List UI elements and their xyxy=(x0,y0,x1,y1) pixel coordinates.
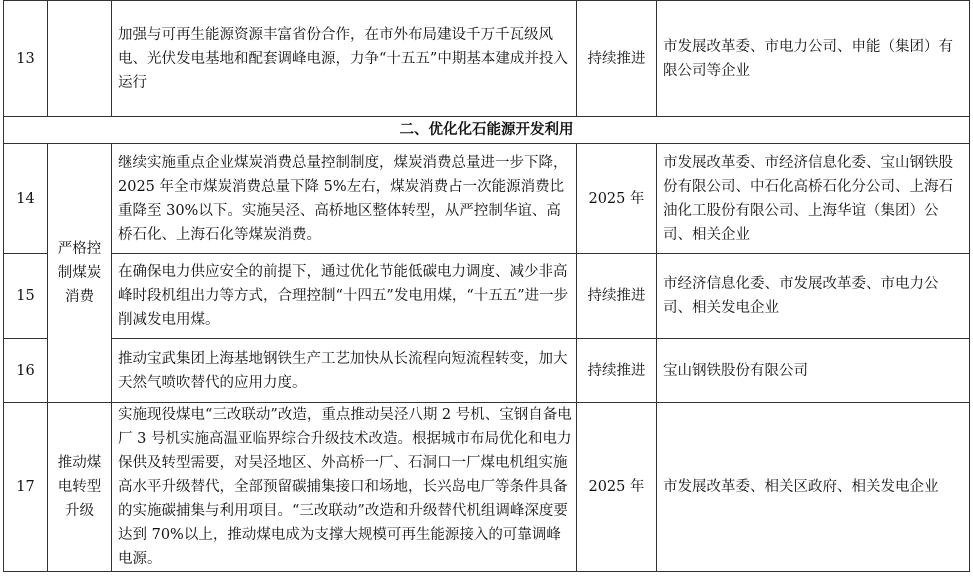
row-timeline: 2025 年 xyxy=(577,403,657,572)
category-cell-empty xyxy=(48,1,112,117)
row-number: 17 xyxy=(4,403,48,572)
table-row xyxy=(4,144,970,254)
row-content: 推动宝武集团上海基地钢铁生产工艺加快从长流程向短流程转变，加大天然气喷吹替代的应用力度。 xyxy=(112,339,577,403)
category-cell xyxy=(48,144,112,403)
row-timeline: 2025 年 xyxy=(577,144,657,254)
row-number: 14 xyxy=(4,144,48,254)
row-number: 15 xyxy=(4,254,48,339)
section-header-row xyxy=(4,117,970,144)
category-label: 推动煤电转型升级 xyxy=(57,455,102,519)
section-title: 二、优化化石能源开发利用 xyxy=(4,117,970,144)
table-row xyxy=(4,1,970,117)
row-responsible: 市发展改革委、相关区政府、相关发电企业 xyxy=(657,403,970,572)
row-content: 实施现役煤电“三改联动”改造，重点推动吴泾八期 2 号机、宝钢自备电厂 3 号机实施高温亚临界综合升级技术改造。根据城市布局优化和电力保供及转型需要，对吴泾地区、外高桥一厂、石洞口一厂煤电机组实施高水平升级替代，全部预留碳捕集接口和场地，长兴岛电厂等条件具备的实施碳捕集与利用项目。“三改联动”改造和升级替代机组调峰深度要达到 70%以上，推动煤电成为支撑大规模可再生能源接入的可靠调峰电源。 xyxy=(112,403,577,572)
row-number: 13 xyxy=(4,1,48,117)
table-row xyxy=(4,254,970,339)
category-label: 严格控制煤炭消费 xyxy=(57,241,102,305)
row-content: 在确保电力供应安全的前提下，通过优化节能低碳电力调度、减少非高峰时段机组出力等方式，合理控制“十四五”发电用煤，“十五五”进一步削减发电用煤。 xyxy=(112,254,577,339)
task-table xyxy=(3,0,970,572)
row-content: 继续实施重点企业煤炭消费总量控制制度，煤炭消费总量进一步下降，2025 年全市煤炭消费总量下降 5%左右，煤炭消费占一次能源消费比重降至 30%以下。实施吴泾、高桥地区整体转型，从严控制华谊、高桥石化、上海石化等煤炭消费。 xyxy=(112,144,577,254)
row-number: 16 xyxy=(4,339,48,403)
row-content: 加强与可再生能源资源丰富省份合作，在市外布局建设千万千瓦级风电、光伏发电基地和配套调峰电源，力争“十五五”中期基本建成并投入运行 xyxy=(112,1,577,117)
category-cell xyxy=(48,403,112,572)
row-timeline: 持续推进 xyxy=(577,339,657,403)
row-timeline: 持续推进 xyxy=(577,254,657,339)
table-row xyxy=(4,339,970,403)
row-responsible: 市发展改革委、市经济信息化委、宝山钢铁股份有限公司、中石化高桥石化分公司、上海石油化工股份有限公司、上海华谊（集团）公司、相关企业 xyxy=(657,144,970,254)
row-responsible: 宝山钢铁股份有限公司 xyxy=(657,339,970,403)
row-responsible: 市经济信息化委、市发展改革委、市电力公司、相关发电企业 xyxy=(657,254,970,339)
table-row xyxy=(4,403,970,572)
row-responsible: 市发展改革委、市电力公司、申能（集团）有限公司等企业 xyxy=(657,1,970,117)
row-timeline: 持续推进 xyxy=(577,1,657,117)
